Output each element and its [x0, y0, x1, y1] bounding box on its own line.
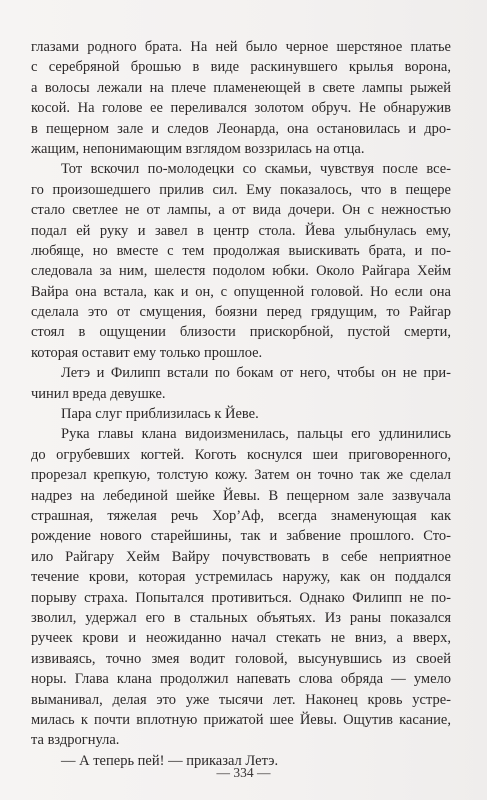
- text-line: та вздрогнула.: [31, 732, 120, 749]
- text-line: страшная, тяжелая речь Хор’Аф, всегда знаменующая как: [31, 507, 451, 524]
- text-line: порыву страха. Попытался противиться. Однако Филипп не по-: [31, 589, 451, 606]
- paragraph-1: [31, 37, 451, 159]
- text-line: следовала за ним, шелестя подолом юбки. Около Райгара Хейм: [31, 263, 451, 280]
- text-line: а волосы лежали на плече пламенеющей в свете лампы рыжей: [31, 79, 451, 96]
- text-line: ручеек крови и неожиданно начал стекать не вниз, а вверх,: [31, 630, 451, 647]
- text-line: милась к почти вплотную прижатой шее Йевы. Ощутив касание,: [31, 711, 451, 728]
- text-line: надрез на лебединой шейке Йевы. В пещерном зале зазвучала: [31, 487, 451, 504]
- text-line: жащим, непонимающим взглядом воззрилась на отца.: [31, 140, 365, 157]
- text-line: — А теперь пей! — приказал Летэ.: [61, 752, 279, 769]
- text-line: го произошедшего прилив сил. Ему показалось, что в пещере: [31, 181, 451, 198]
- text-line: стоял в ощущении близости прискорбной, пустой смерти,: [31, 324, 451, 341]
- text-line: Тот вскочил по-молодецки со скамьи, чувствуя после все-: [61, 161, 451, 178]
- text-line: подал ей руку и завел в центр стола. Йева улыбнулась ему,: [31, 222, 451, 239]
- paragraph-3: [31, 363, 451, 404]
- text-line: Летэ и Филипп встали по бокам от него, чтобы он не при-: [61, 365, 451, 382]
- text-line: Рука главы клана видоизменилась, пальцы его удлинились: [61, 426, 451, 443]
- text-line: извиваясь, точно змея водит головой, высунувшись из своей: [31, 650, 451, 667]
- paragraph-4: [31, 404, 451, 424]
- text-line: Вайра она встала, как и он, с опущенной головой. Но если она: [31, 283, 451, 300]
- text-line: прорезал крепкую, толстую кожу. Затем он точно так же сделал: [31, 467, 451, 484]
- body-text: [31, 37, 451, 771]
- paragraph-2: [31, 159, 451, 363]
- text-line: зволил, удержал его в стальных объятьях. Из раны показался: [31, 609, 451, 626]
- text-line: выманивал, делая это уже тысячи лет. Наконец кровь устре-: [31, 691, 451, 708]
- text-line: глазами родного брата. На ней было черное шерстяное платье: [31, 39, 451, 55]
- text-line: сделала это от смущения, боязни перед грядущим, то Райгар: [31, 304, 451, 321]
- text-line: течение крови, которая устремилась наружу, как он поддался: [31, 569, 451, 586]
- text-line: стало светлее не от лампы, а от вида дочери. Он с нежностью: [31, 202, 451, 219]
- text-line: рождение нового старейшины, так и забвение прошлого. Сто-: [31, 528, 451, 545]
- text-line: которая оставит ему только прошлое.: [31, 344, 263, 361]
- text-line: норы. Глава клана продолжил напевать слова обряда — умело: [31, 671, 451, 688]
- text-line: до огрубевших когтей. Коготь коснулся шеи приговоренного,: [31, 446, 451, 463]
- text-line: в пещерном зале и следов Леонарда, она остановилась и дро-: [31, 120, 451, 137]
- text-line: чинил вреда девушке.: [31, 385, 166, 402]
- text-line: любяще, но вместе с тем продолжая выискивать брата, и по-: [31, 242, 451, 259]
- page-number: — 334 —: [216, 765, 271, 780]
- paragraph-5: [31, 424, 451, 750]
- text-line: с серебряной брошью в виде раскинувшего крылья ворона,: [31, 59, 451, 76]
- text-line: Пара слуг приблизилась к Йеве.: [61, 406, 259, 423]
- text-line: ило Райгару Хейм Вайру почувствовать в себе неприятное: [31, 548, 451, 565]
- text-line: косой. На голове ее переливался золотом обруч. Не обнаружив: [31, 100, 451, 117]
